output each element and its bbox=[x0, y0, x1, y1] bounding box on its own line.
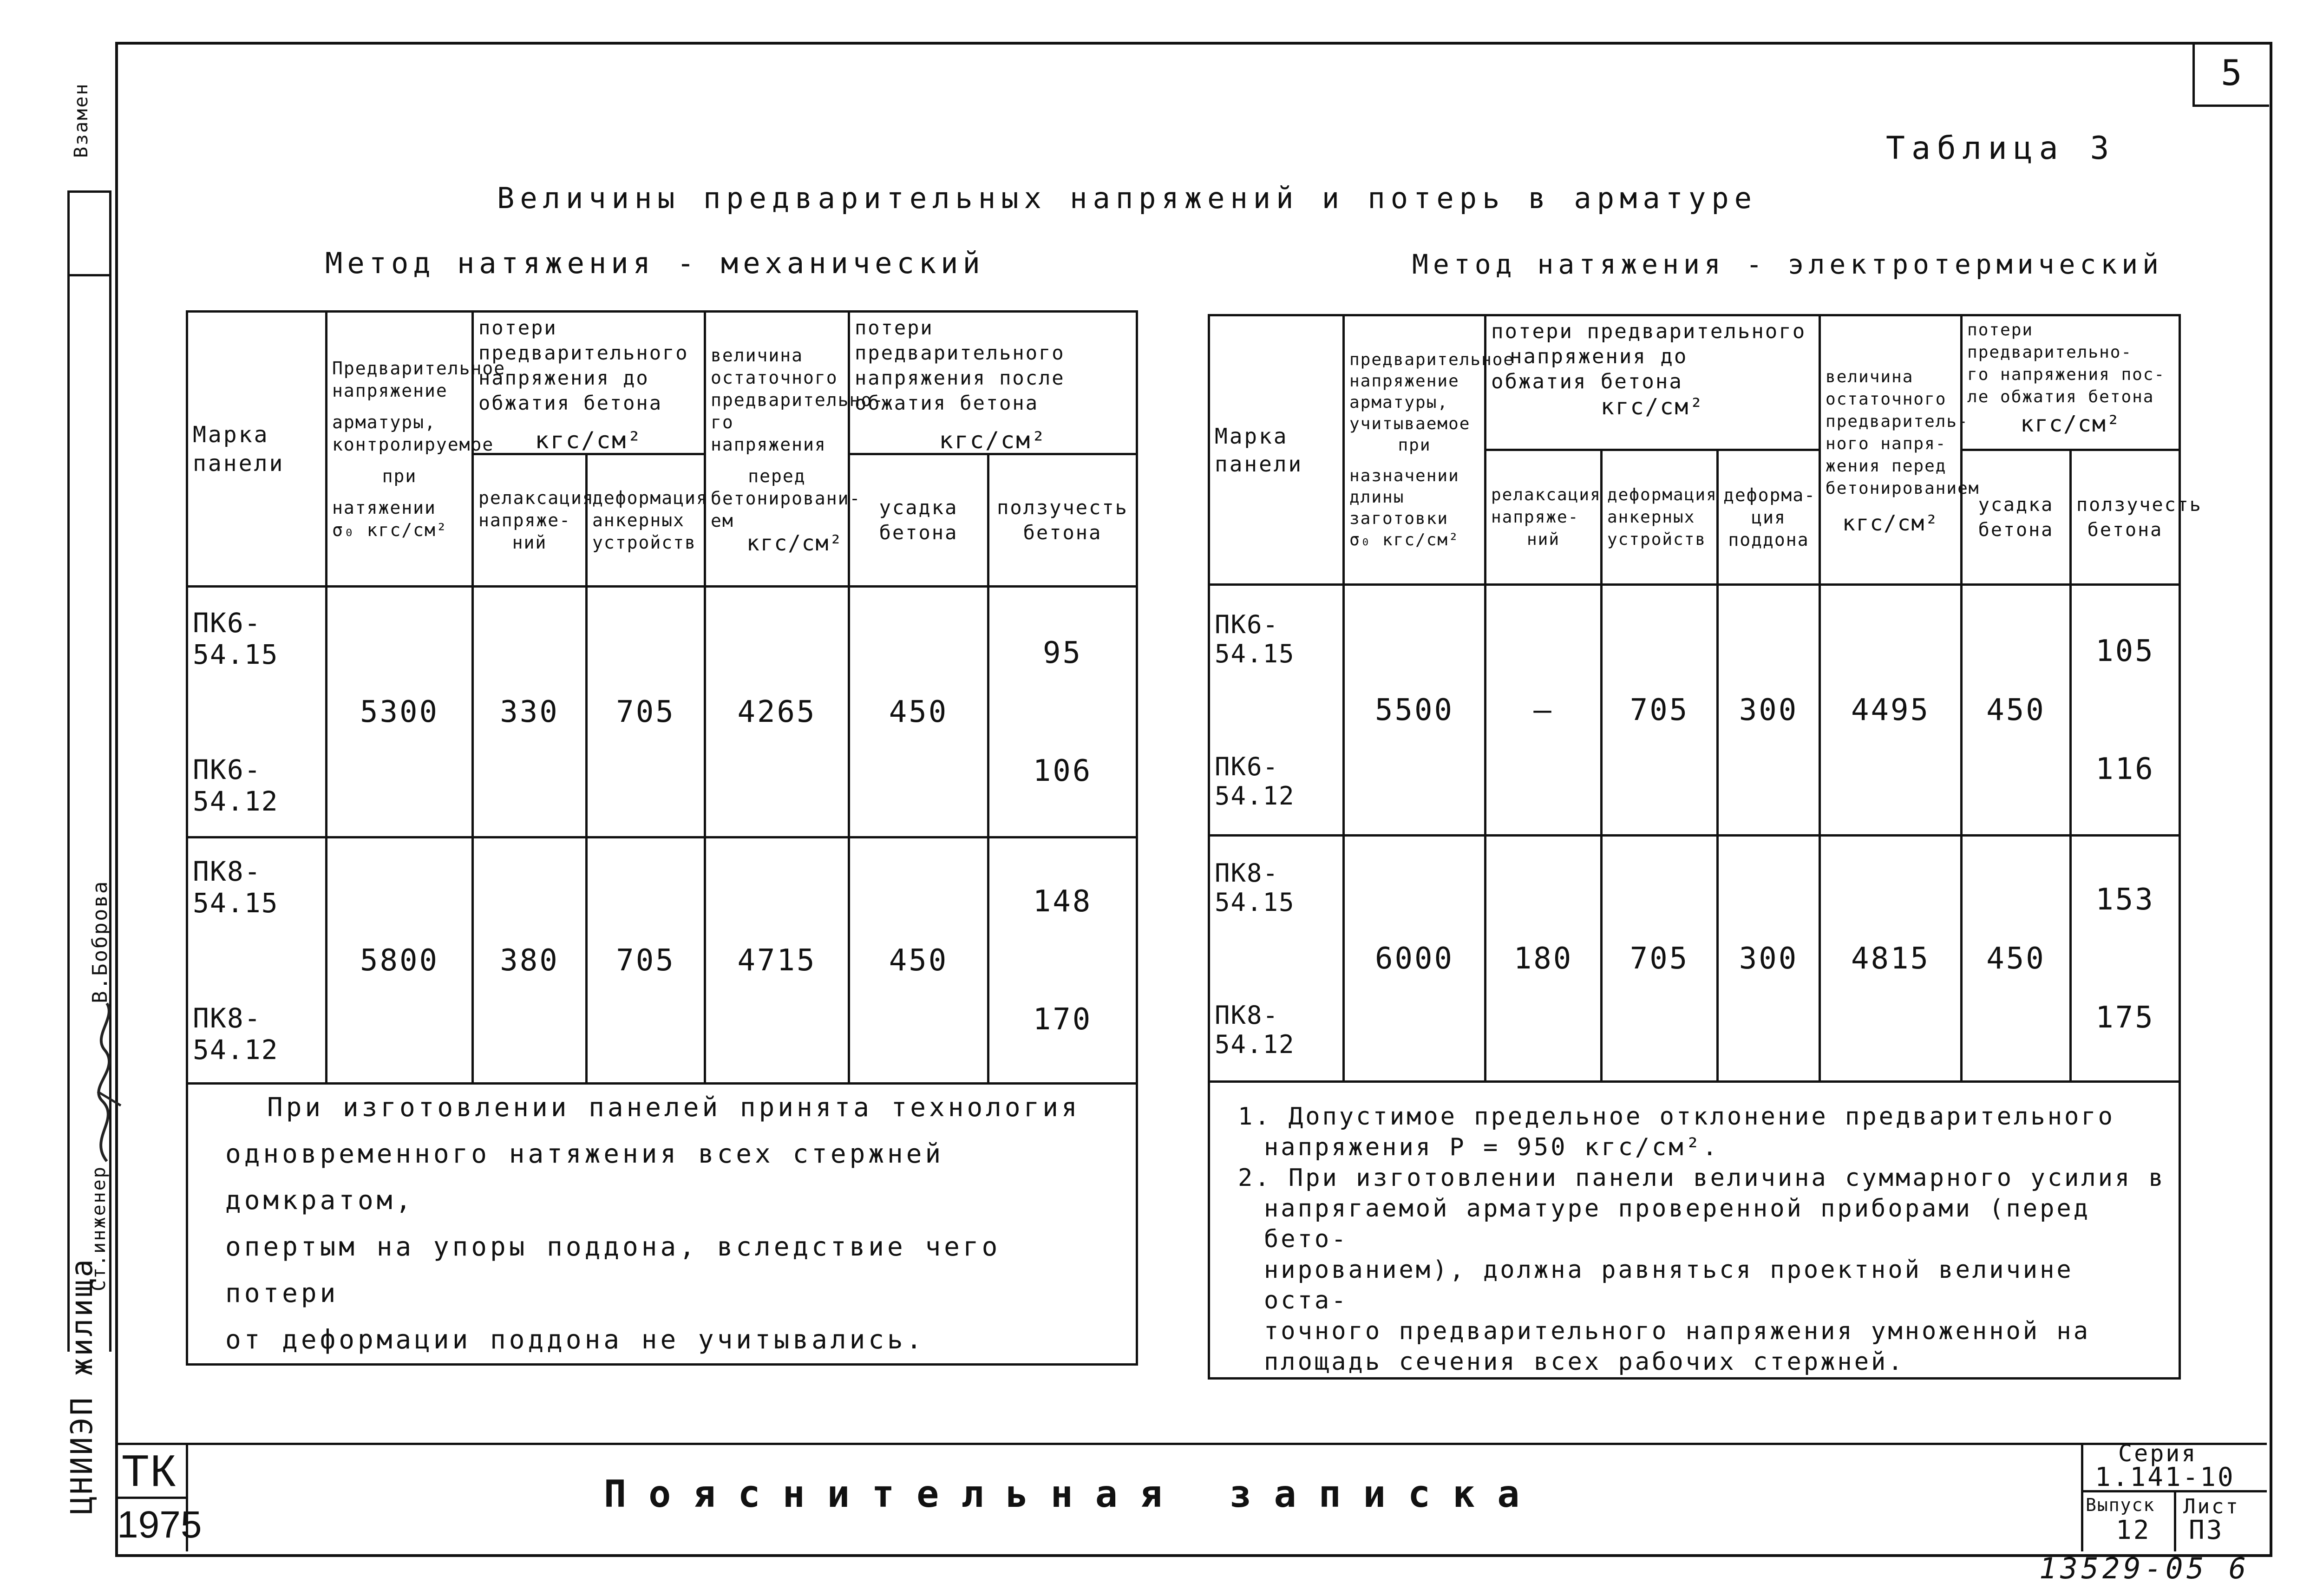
left-row-group-1 bbox=[187, 587, 1137, 837]
right-marks-1: ПК6-54.15 ПК6-54.12 bbox=[1209, 585, 1344, 836]
left-marks-2: ПК8-54.15 ПК8-54.12 bbox=[187, 837, 327, 1084]
sheet-corner-number: 5 bbox=[2221, 52, 2244, 93]
left-cell-residual-1: 4265 bbox=[705, 587, 849, 837]
left-header-shrink: усадка бетона bbox=[849, 454, 988, 587]
right-header-shrink: усадка бетона bbox=[1962, 450, 2071, 585]
left-cell-anchor-1: 705 bbox=[587, 587, 705, 837]
right-cell-creep-2: 153 175 bbox=[2071, 836, 2180, 1082]
stamp-series: 1.141-10 bbox=[2095, 1462, 2235, 1492]
bottom-code: 13529-05 6 bbox=[2039, 1551, 2250, 1585]
right-cell-pallet-1: 300 bbox=[1718, 585, 1820, 836]
right-header-creep: ползучесть бетона bbox=[2071, 450, 2180, 585]
left-header-prestress: Предварительное напряжение арматуры, контролируемое при натяжении σ₀ кгс/см² bbox=[327, 312, 473, 587]
stamp-right-divider bbox=[2081, 1443, 2083, 1551]
stamp-issue: 12 bbox=[2116, 1515, 2151, 1545]
left-cell-shrink-1: 450 bbox=[849, 587, 988, 837]
right-cell-pallet-2: 300 bbox=[1718, 836, 1820, 1082]
right-cell-anchor-2: 705 bbox=[1602, 836, 1718, 1082]
right-header-prestress: предварительное напряжение арматуры, учитываемое при назначении длины заготовки σ₀ кгс/см² bbox=[1344, 315, 1485, 585]
left-cell-creep-1: 95 106 bbox=[988, 587, 1137, 837]
left-header-losses-after: потери предварительного напряжения после обжатия бетона кгс/см² bbox=[849, 312, 1137, 454]
left-marks-1: ПК6-54.15 ПК6-54.12 bbox=[187, 587, 327, 837]
stamp-series-label: Серия bbox=[2118, 1440, 2198, 1467]
left-header-losses-before: потери предварительного напряжения до обжатия бетона кгс/см² bbox=[473, 312, 705, 454]
right-cell-relax-1: — bbox=[1485, 585, 1602, 836]
left-cell-prestress-2: 5800 bbox=[327, 837, 473, 1084]
signature-mark bbox=[79, 999, 135, 1166]
left-cell-relax-2: 380 bbox=[473, 837, 587, 1084]
right-notes: 1. Допустимое предельное отклонение предварительного напряжения P = 950 кгс/см². 2. При изготовлении панели величина суммарного усилия в напрягаемой арматуре проверенной приборами (перед бето- нированием), должна равняться проектной величине оста- точного предварительного напряжения умноженной на площадь сечения всех рабочих стержней. bbox=[1209, 1082, 2180, 1379]
right-cell-residual-2: 4815 bbox=[1820, 836, 1962, 1082]
right-cell-prestress-2: 6000 bbox=[1344, 836, 1485, 1082]
sidebar-role: Ст.инженер bbox=[88, 1165, 110, 1291]
right-marks-2: ПК8-54.15 ПК8-54.12 bbox=[1209, 836, 1344, 1082]
table-label: Таблица 3 bbox=[1886, 130, 2116, 167]
sidebar-org: ЦНИИЭП жилища bbox=[65, 1257, 99, 1514]
right-header-relax: релаксация напряже- ний bbox=[1485, 450, 1602, 585]
right-header-mark: Марка панели bbox=[1209, 315, 1344, 585]
right-cell-shrink-1: 450 bbox=[1962, 585, 2071, 836]
right-cell-relax-2: 180 bbox=[1485, 836, 1602, 1082]
left-note: При изготовлении панелей принята технология одновременного натяжения всех стержней домкратом, опертым на упоры поддона, вследствие чего потери от деформации поддона не учитывались. bbox=[187, 1084, 1137, 1365]
right-header-losses-before: потери предварительного напряжения до обжатия бетона кгс/см² bbox=[1485, 315, 1820, 450]
left-cell-shrink-2: 450 bbox=[849, 837, 988, 1084]
left-method-title: Метод натяжения - механический bbox=[325, 246, 985, 280]
right-header-residual: величина остаточного предваритель- ного напря- жения перед бетонированием кгс/см² bbox=[1820, 315, 1962, 585]
left-cell-residual-2: 4715 bbox=[705, 837, 849, 1084]
right-row-group-1 bbox=[1209, 585, 2180, 836]
left-cell-prestress-1: 5300 bbox=[327, 587, 473, 837]
left-row-group-2 bbox=[187, 837, 1137, 1084]
right-cell-prestress-1: 5500 bbox=[1344, 585, 1485, 836]
right-table bbox=[1208, 314, 2202, 1380]
page-title: Величины предварительных напряжений и потерь в арматуре bbox=[497, 181, 1757, 215]
sheet-corner-box bbox=[2192, 42, 2269, 107]
left-header-anchor: деформация анкерных устройств bbox=[587, 454, 705, 587]
right-cell-residual-1: 4495 bbox=[1820, 585, 1962, 836]
left-cell-relax-1: 330 bbox=[473, 587, 587, 837]
right-header-losses-after: потери предварительно- го напряжения пос- ле обжатия бетона кгс/см² bbox=[1962, 315, 2180, 450]
left-header-residual: величина остаточного предварительно- го напряжения перед бетонировани- ем кгс/см² bbox=[705, 312, 849, 587]
stamp-doc-title: Пояснительная записка bbox=[604, 1472, 1542, 1516]
sidebar-inv-label: Взамен bbox=[71, 82, 92, 158]
right-method-title: Метод натяжения - электротермический bbox=[1412, 249, 2164, 280]
stamp-year: 1975 bbox=[117, 1504, 202, 1546]
left-header-relax: релаксация напряже- ний bbox=[473, 454, 587, 587]
sidebar-name: В.Боброва bbox=[88, 880, 112, 1003]
left-cell-creep-2: 148 170 bbox=[988, 837, 1137, 1084]
stamp-issue-label: Выпуск bbox=[2086, 1495, 2155, 1515]
stamp-sheet-label: Лист bbox=[2183, 1495, 2240, 1518]
stamp-top-line bbox=[115, 1443, 2267, 1445]
right-row-group-2 bbox=[1209, 836, 2180, 1082]
left-table bbox=[186, 310, 1138, 1366]
left-cell-anchor-2: 705 bbox=[587, 837, 705, 1084]
left-header-mark: Марка панели bbox=[187, 312, 327, 587]
right-cell-anchor-1: 705 bbox=[1602, 585, 1718, 836]
left-header-creep: ползучесть бетона bbox=[988, 454, 1137, 587]
right-header-pallet: деформа- ция поддона bbox=[1718, 450, 1820, 585]
stamp-org: ТК bbox=[122, 1446, 177, 1496]
right-cell-shrink-2: 450 bbox=[1962, 836, 2071, 1082]
right-header-anchor: деформация анкерных устройств bbox=[1602, 450, 1718, 585]
right-cell-creep-1: 105 116 bbox=[2071, 585, 2180, 836]
stamp-sheet: П3 bbox=[2189, 1515, 2224, 1545]
